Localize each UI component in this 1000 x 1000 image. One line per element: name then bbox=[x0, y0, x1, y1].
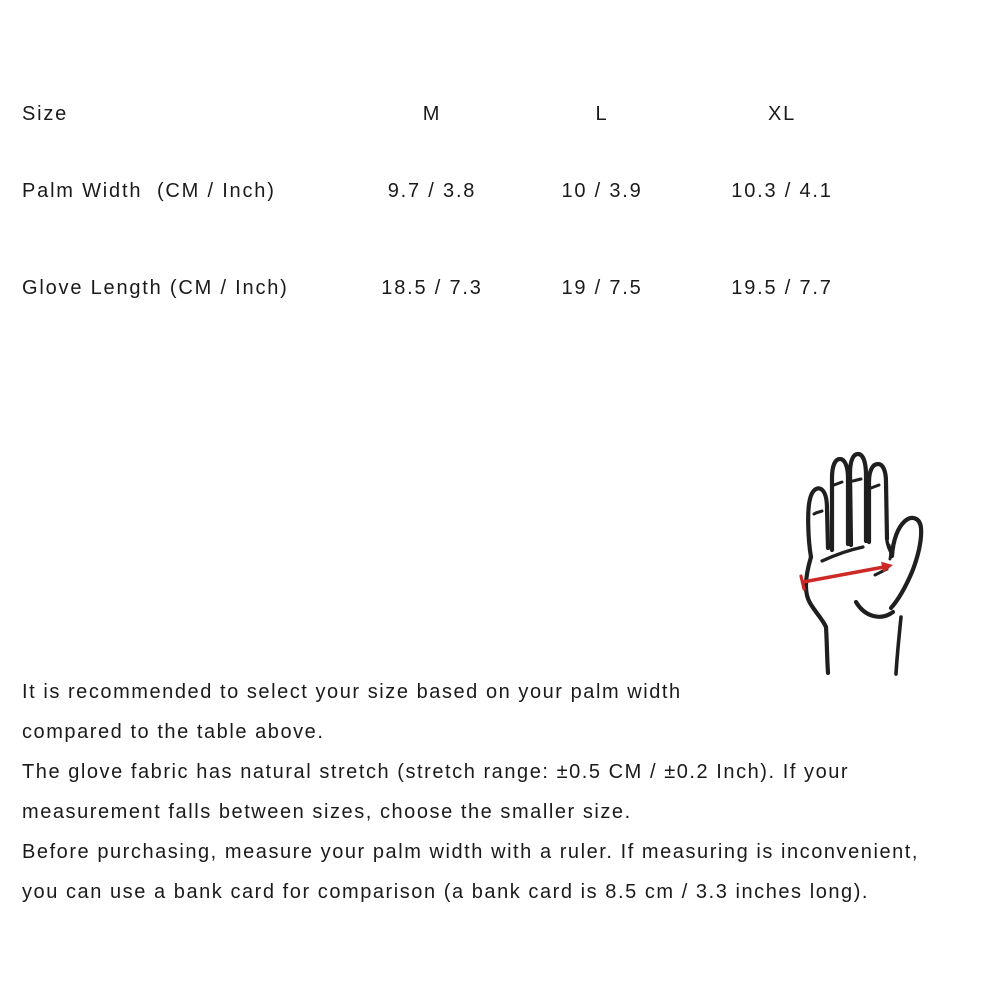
hand-illustration bbox=[770, 430, 1000, 690]
size-table-title: Size bbox=[22, 103, 69, 125]
note-line: measurement falls between sizes, choose the smaller size. bbox=[22, 801, 632, 823]
palm-width-value-m: 9.7 / 3.8 bbox=[387, 180, 477, 202]
size-table-header-xl: XL bbox=[767, 103, 797, 125]
table-row-palm-width bbox=[22, 179, 872, 203]
note-line: compared to the table above. bbox=[22, 721, 325, 743]
hand-palm-width-icon bbox=[770, 430, 1000, 690]
note-line: It is recommended to select your size based on your palm width bbox=[22, 681, 682, 703]
glove-length-row-label: Glove Length (CM / Inch) bbox=[22, 277, 289, 299]
note-line: The glove fabric has natural stretch (stretch range: ±0.5 CM / ±0.2 Inch). If your bbox=[22, 761, 850, 783]
glove-length-value-l: 19 / 7.5 bbox=[561, 277, 643, 299]
table-row-glove-length bbox=[22, 276, 872, 300]
palm-width-value-xl: 10.3 / 4.1 bbox=[731, 180, 833, 202]
palm-width-row-label: Palm Width (CM / Inch) bbox=[22, 180, 276, 202]
palm-width-value-l: 10 / 3.9 bbox=[561, 180, 643, 202]
size-table-header-m: M bbox=[422, 103, 442, 125]
size-table-header-row bbox=[22, 102, 872, 126]
note-line: you can use a bank card for comparison (a bank card is 8.5 cm / 3.3 inches long). bbox=[22, 881, 870, 903]
note-line: Before purchasing, measure your palm width with a ruler. If measuring is inconvenient, bbox=[22, 841, 920, 863]
sizing-notes bbox=[22, 672, 997, 912]
palm-width-arrow bbox=[801, 562, 893, 589]
glove-length-value-xl: 19.5 / 7.7 bbox=[731, 277, 833, 299]
glove-length-value-m: 18.5 / 7.3 bbox=[381, 277, 483, 299]
size-table-header-l: L bbox=[595, 103, 609, 125]
